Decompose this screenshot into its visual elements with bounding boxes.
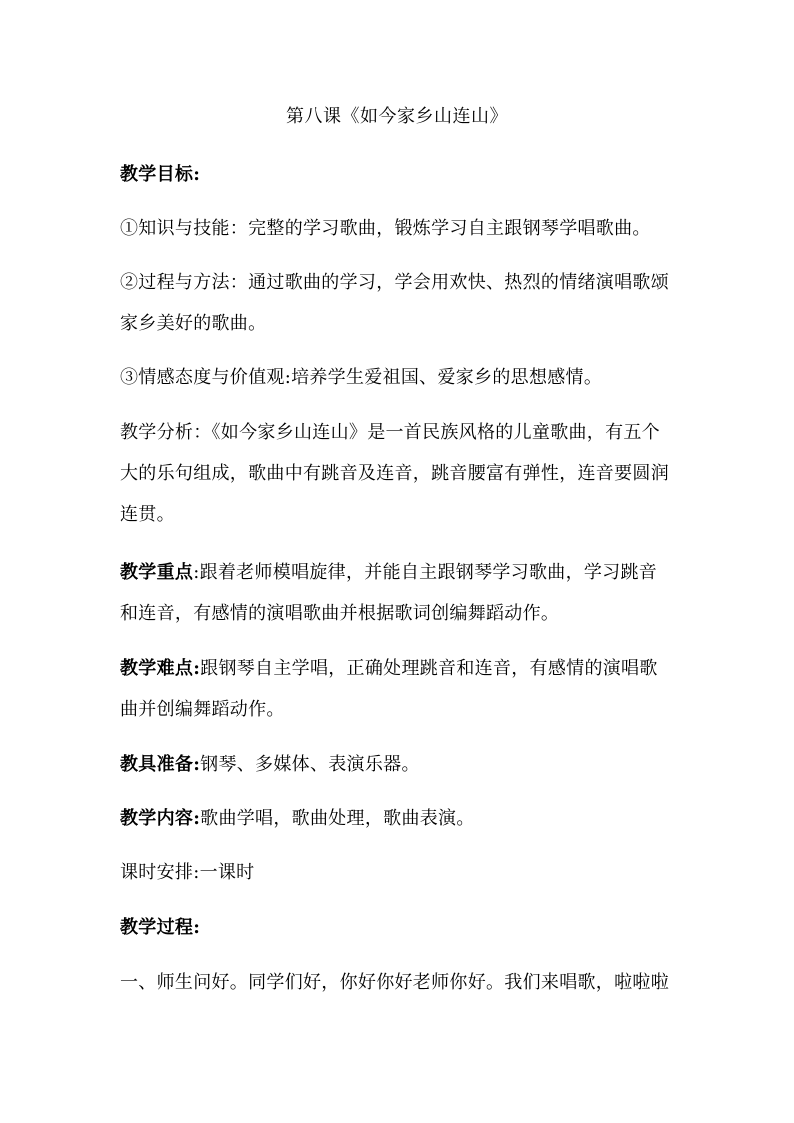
goal-emotion-values: ③情感态度与价值观:培养学生爱祖国、爱家乡的思想感情。 — [120, 367, 603, 388]
goal-process-method — [120, 262, 682, 344]
teaching-difficulties — [120, 648, 682, 730]
teaching-analysis — [120, 412, 682, 535]
teaching-analysis-line1: 教学分析：《如今家乡山连山》是一首民族风格的儿童歌曲，有五个 — [120, 422, 660, 443]
difficulties-text: 跟钢琴自主学唱，正确处理跳音和连音，有感情的演唱歌 — [200, 658, 658, 679]
key-points-label: 教学重点 — [120, 562, 194, 583]
teaching-analysis-line2: 大的乐句组成，歌曲中有跳音及连音，跳音腰富有弹性，连音要圆润 — [120, 463, 669, 484]
content-text: 歌曲学唱，歌曲处理，歌曲表演。 — [200, 808, 475, 829]
difficulties-label: 教学难点: — [120, 658, 201, 679]
teaching-key-points-line2: 和连音，有感情的演唱歌曲并根据歌词创编舞蹈动作。 — [120, 603, 560, 624]
process-heading: 教学过程: — [120, 917, 201, 938]
key-points-text: :跟着老师模唱旋律，并能自主跟钢琴学习歌曲，学习跳音 — [193, 562, 658, 583]
process-step-1: 一、师生问好。同学们好，你好你好老师你好。我们来唱歌，啦啦啦 — [120, 972, 669, 993]
teaching-key-points-line1 — [120, 552, 682, 593]
teaching-analysis-line3: 连贯。 — [120, 504, 175, 525]
teaching-key-points — [120, 552, 682, 634]
teaching-content — [120, 798, 682, 839]
tools-label: 教具准备: — [120, 754, 201, 775]
teaching-difficulties-line1 — [120, 648, 682, 689]
tools-text: 钢琴、多媒体、表演乐器。 — [200, 754, 420, 775]
teaching-tools — [120, 744, 682, 785]
class-schedule: 课时安排:一课时 — [120, 862, 255, 883]
teaching-difficulties-line2: 曲并创编舞蹈动作。 — [120, 699, 285, 720]
lesson-title: 第八课《如今家乡山连山》 — [286, 106, 508, 127]
goal-knowledge-skills: ①知识与技能：完整的学习歌曲，锻炼学习自主跟钢琴学唱歌曲。 — [120, 218, 651, 239]
goal-process-method-line2: 家乡美好的歌曲。 — [120, 313, 267, 334]
goals-heading: 教学目标: — [120, 164, 201, 185]
goal-process-method-line1: ②过程与方法：通过歌曲的学习，学会用欢快、热烈的情绪演唱歌颂 — [120, 272, 669, 293]
content-label: 教学内容: — [120, 808, 201, 829]
